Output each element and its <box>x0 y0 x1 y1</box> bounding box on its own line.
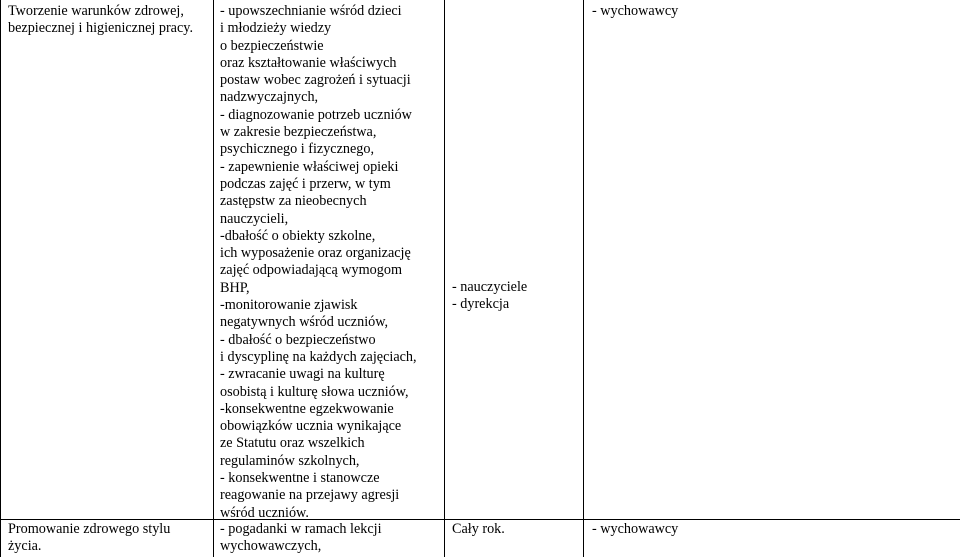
actions-cell: - pogadanki w ramach lekcji wychowawczych, <box>220 521 382 555</box>
table-border-left <box>0 0 1 557</box>
column-divider-1 <box>213 0 214 557</box>
row-divider <box>0 519 960 520</box>
responsible-cell: - nauczyciele - dyrekcja <box>452 279 528 313</box>
notes-cell: - wychowawcy <box>592 521 679 537</box>
actions-cell: - upowszechnianie wśród dzieci i młodzieży wiedzy o bezpieczeństwie oraz kształtowanie właściwych postaw wobec zagrożeń i sytuacji nadzwyczajnych, - diagnozowanie potrzeb uczniów w zakresie bezpieczeństwa, psychicznego i fizycznego, - zapewnienie właściwej opieki podczas zajęć i przerw, w tym zastępstw za nieobecnych nauczycieli, -dbałość o obiekty szkolne, ich wyposażenie oraz organizację zajęć odpowiadającą wymogom BHP, -monitorowanie zjawisk negatywnych wśród uczniów, - dbałość o bezpieczeństwo i dyscyplinę na każdych zajęciach, - zwracanie uwagi na kulturę osobistą i kulturę słowa uczniów, -konsekwentne egzekwowanie obowiązków ucznia wynikające ze Statutu oraz wszelkich regulaminów szkolnych, - konsekwentne i stanowcze reagowanie na przejawy agresji wśród uczniów. <box>220 3 417 521</box>
task-cell: Promowanie zdrowego stylu życia. <box>8 521 171 555</box>
column-divider-3 <box>583 0 584 557</box>
notes-cell: - wychowawcy <box>592 3 679 19</box>
term-cell: Cały rok. <box>452 521 505 537</box>
task-cell: Tworzenie warunków zdrowej, bezpiecznej i higienicznej pracy. <box>8 3 193 37</box>
column-divider-2 <box>444 0 445 557</box>
